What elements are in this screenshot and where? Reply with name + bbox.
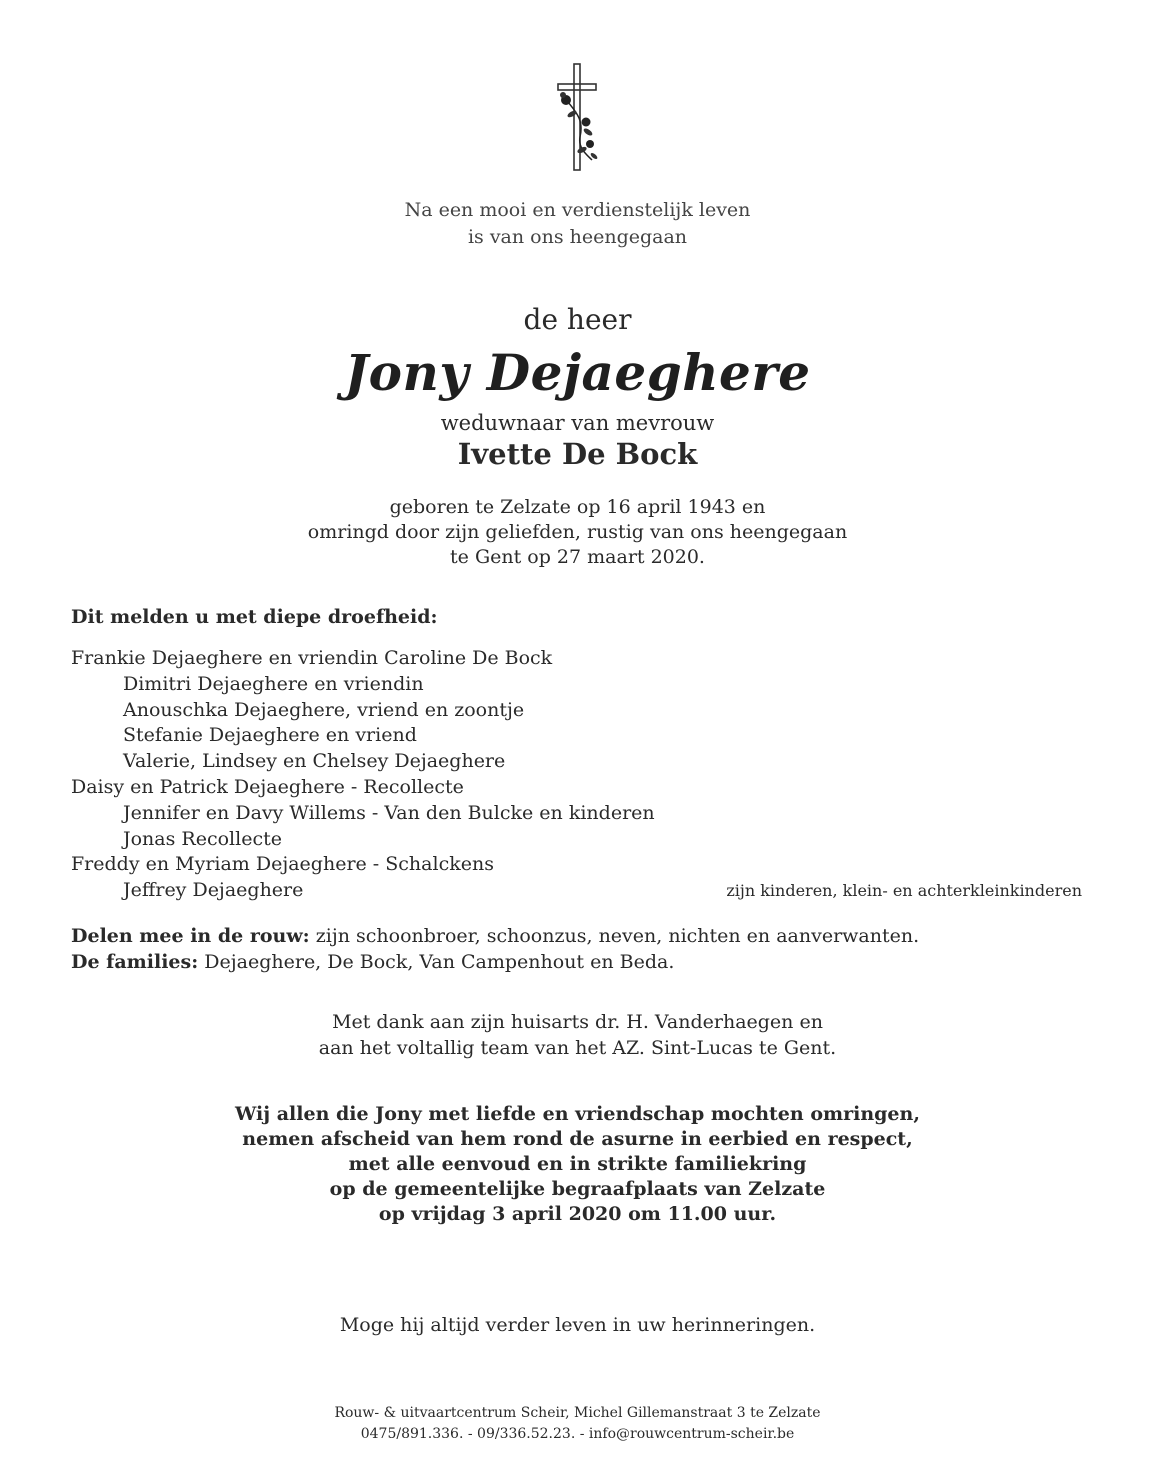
mourners-label: Delen mee in de rouw: [71, 925, 310, 947]
birth-death-details [0, 495, 1155, 570]
thanks-line: aan het voltallig team van het AZ. Sint-Lucas te Gent. [318, 1037, 837, 1059]
mourners-line [71, 923, 919, 949]
cross-with-rose-icon [548, 62, 608, 174]
family-member: Freddy en Myriam Dejaeghere - Schalckens [71, 853, 494, 876]
footer-address: Rouw- & uitvaartcentrum Scheir, Michel Gillemanstraat 3 te Zelzate [334, 1405, 821, 1421]
family-list [71, 645, 655, 903]
thanks-line: Met dank aan zijn huisarts dr. H. Vanderhaegen en [332, 1011, 823, 1033]
family-member: Jennifer en Davy Willems - Van den Bulcke en kinderen [123, 801, 655, 824]
ceremony-text [0, 1102, 1155, 1227]
closing-wish: Moge hij altijd verder leven in uw herinneringen. [339, 1314, 816, 1336]
funeral-home-footer [0, 1403, 1155, 1445]
ceremony-line: op vrijdag 3 april 2020 om 11.00 uur. [378, 1203, 777, 1225]
family-member: Dimitri Dejaeghere en vriendin [123, 672, 424, 695]
families-line [71, 949, 919, 975]
intro-line: Na een mooi en verdienstelijk leven [404, 199, 751, 221]
family-member: Anouschka Dejaeghere, vriend en zoontje [123, 698, 525, 721]
detail-line: omringd door zijn geliefden, rustig van ons heengegaan [307, 521, 848, 543]
relation-label: zijn kinderen, klein- en achterkleinkinderen [726, 881, 1082, 900]
ceremony-line: Wij allen die Jony met liefde en vriendschap mochten omringen, [235, 1103, 920, 1125]
detail-line: te Gent op 27 maart 2020. [450, 546, 705, 568]
thanks-text [0, 1009, 1155, 1061]
deceased-name: Jony Dejaeghere [344, 343, 811, 402]
announcement-heading: Dit melden u met diepe droefheid: [71, 606, 438, 628]
widow-line: weduwnaar van mevrouw [440, 411, 715, 435]
families-text: Dejaeghere, De Bock, Van Campenhout en Beda. [198, 951, 675, 973]
title-prefix: de heer [523, 303, 632, 336]
family-member: Frankie Dejaeghere en vriendin Caroline De Bock [71, 647, 553, 669]
ceremony-line: nemen afscheid van hem rond de asurne in eerbied en respect, [242, 1128, 913, 1150]
family-member: Valerie, Lindsey en Chelsey Dejaeghere [123, 750, 506, 773]
ceremony-line: op de gemeentelijke begraafplaats van Zelzate [329, 1178, 826, 1200]
ceremony-line: met alle eenvoud en in strikte familiekring [348, 1153, 807, 1175]
intro-text [0, 197, 1155, 251]
family-member: Stefanie Dejaeghere en vriend [123, 724, 417, 747]
intro-line: is van ons heengegaan [467, 226, 688, 248]
mourners-text: zijn schoonbroer, schoonzus, neven, nichten en aanverwanten. [309, 925, 920, 947]
family-member: Daisy en Patrick Dejaeghere - Recollecte [71, 775, 464, 798]
family-member: Jonas Recollecte [123, 827, 282, 850]
spouse-name: Ivette De Bock [457, 437, 698, 471]
mourners-section [71, 923, 919, 975]
family-member: Jeffrey Dejaeghere [123, 879, 304, 902]
detail-line: geboren te Zelzate op 16 april 1943 en [389, 496, 766, 518]
footer-contact: 0475/891.336. - 09/336.52.23. - info@rouwcentrum-scheir.be [360, 1426, 795, 1442]
families-label: De families: [71, 951, 199, 973]
